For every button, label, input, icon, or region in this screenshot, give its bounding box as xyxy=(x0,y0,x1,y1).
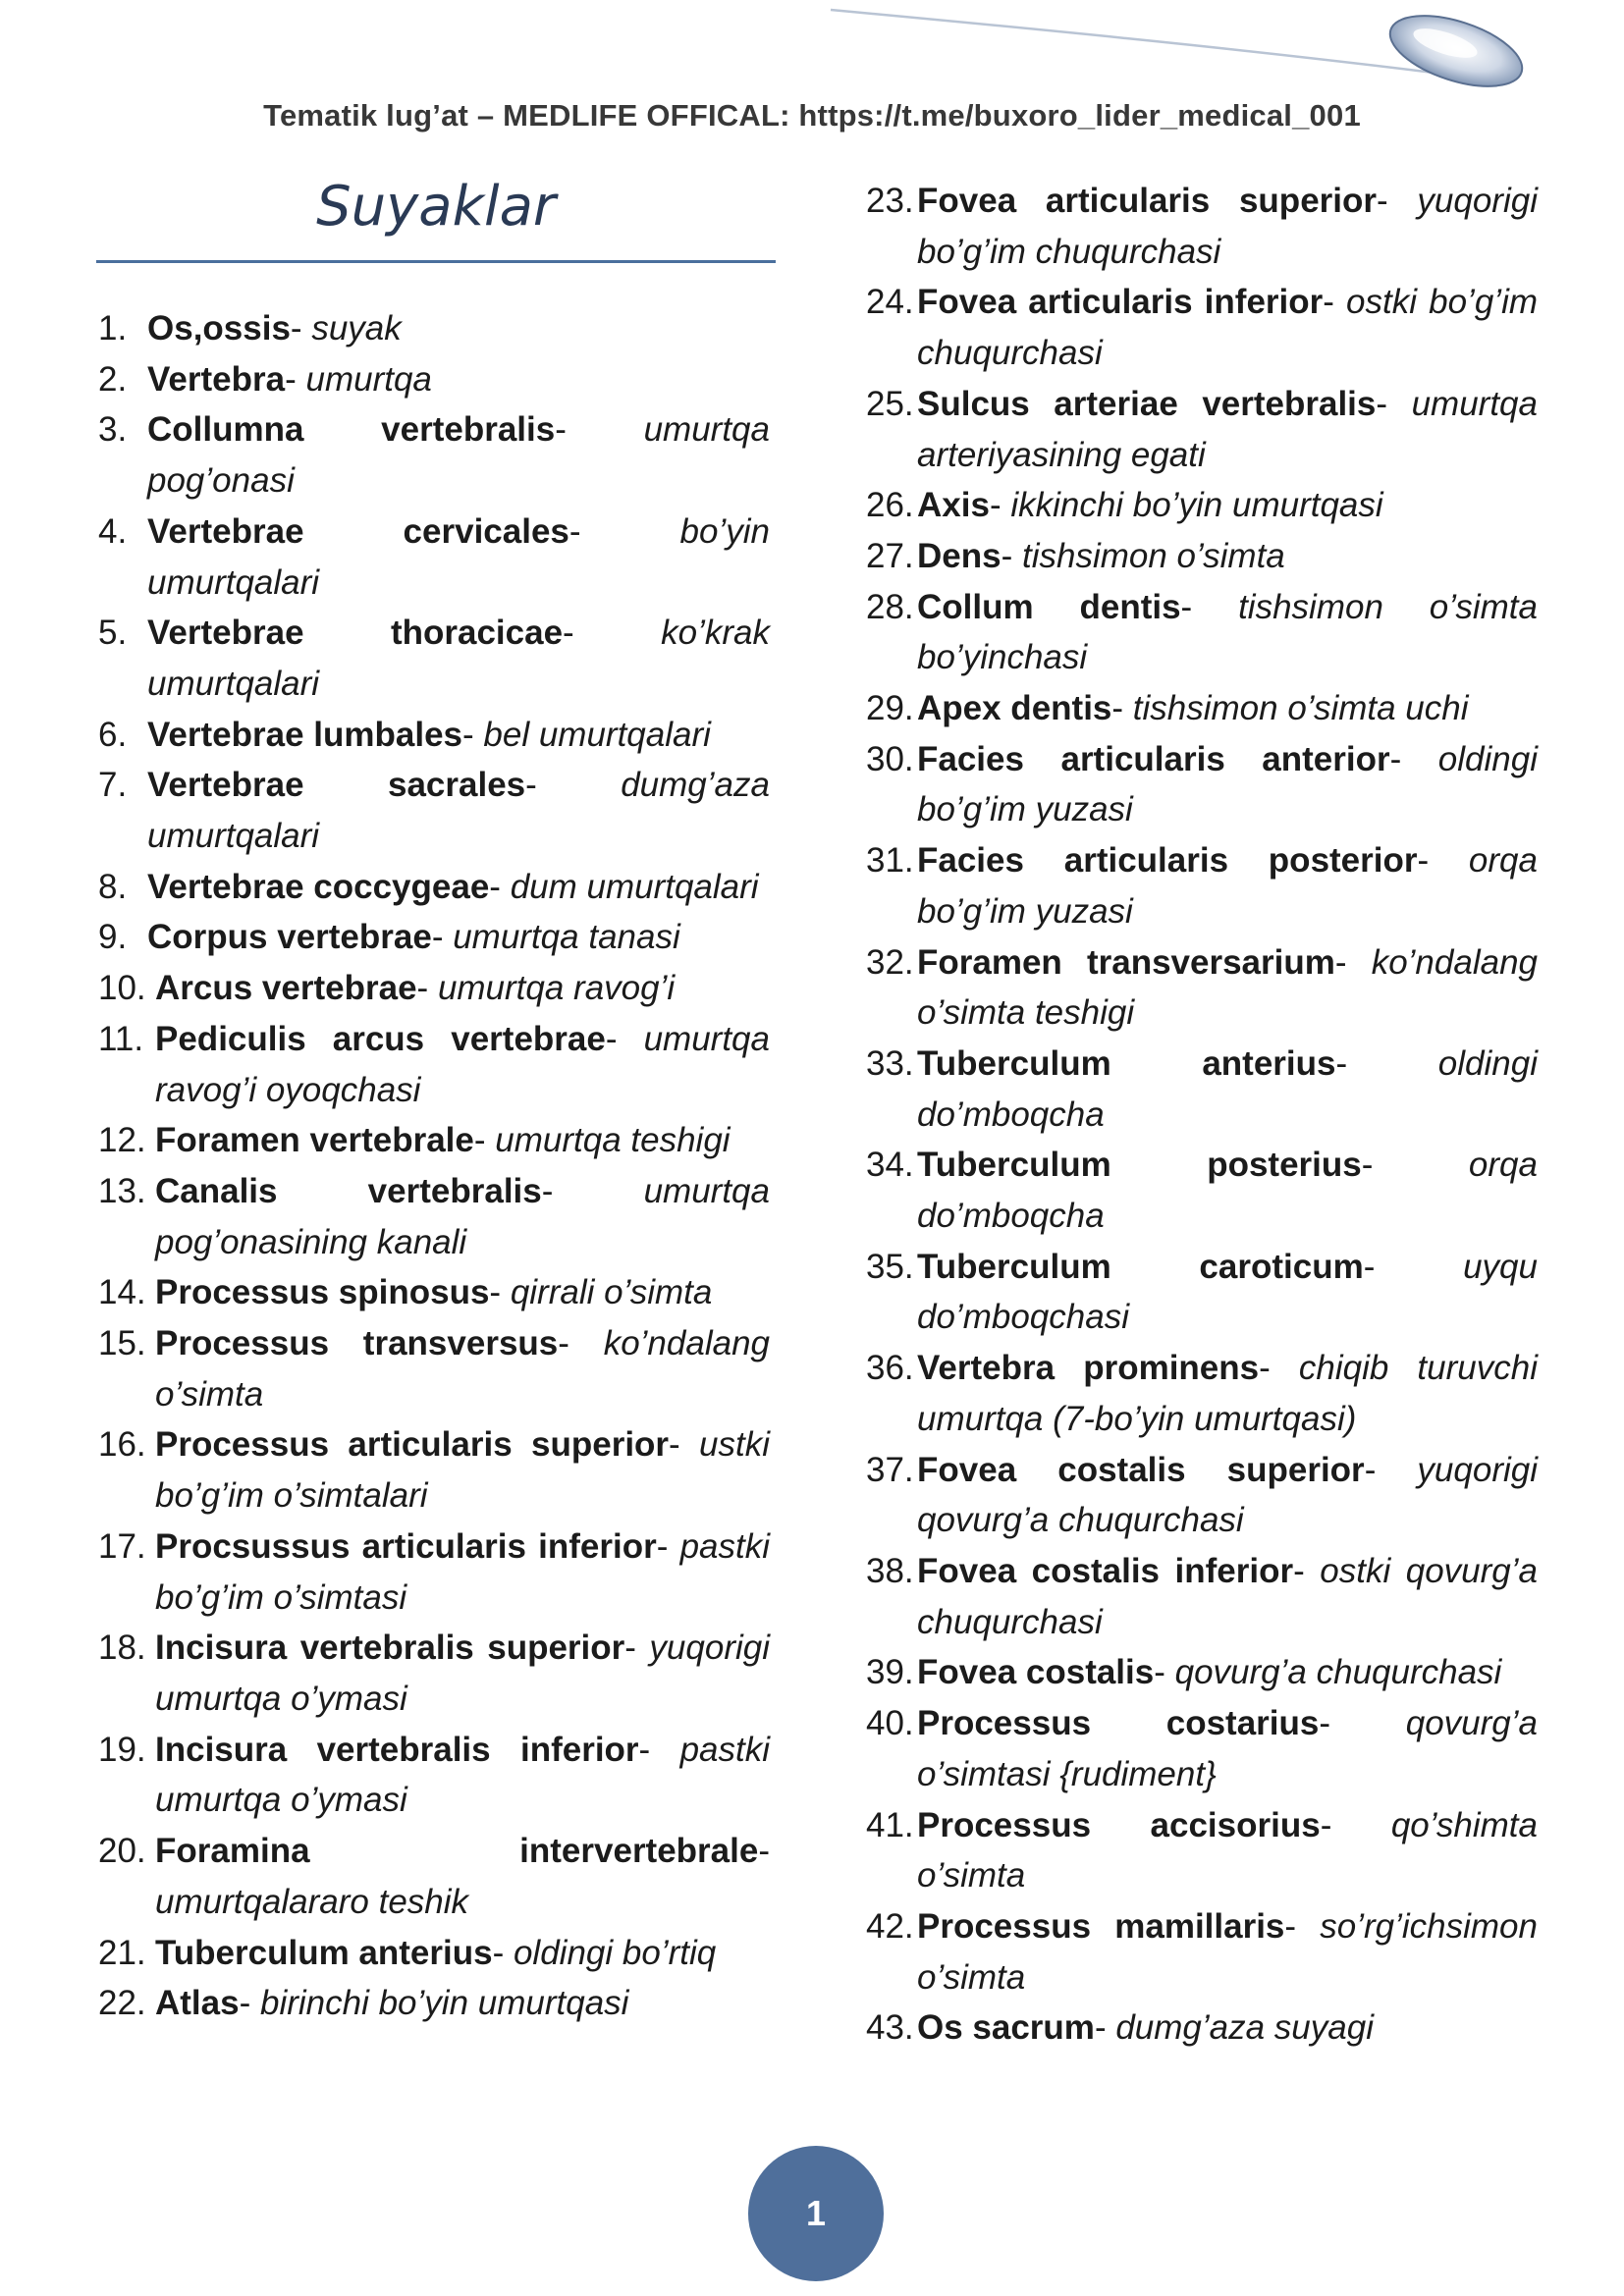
latin-term: Facies articularis anterior xyxy=(917,739,1390,778)
term-entry xyxy=(866,937,1538,1039)
latin-term: Processus articularis superior xyxy=(155,1425,670,1465)
term-separator: - xyxy=(473,1121,496,1160)
term-separator: - xyxy=(1320,1805,1391,1844)
term-entry xyxy=(98,1014,770,1115)
entry-number: 10. xyxy=(98,969,146,1008)
right-column-list xyxy=(866,176,1538,2054)
entry-number: 8. xyxy=(98,867,128,906)
latin-term: Dens xyxy=(917,536,1001,575)
latin-term: Vertebra prominens xyxy=(917,1349,1260,1388)
latin-term: Foramina intervertebrale xyxy=(155,1832,759,1871)
term-entry xyxy=(98,912,770,963)
entry-number: 16. xyxy=(98,1425,146,1465)
term-separator: - xyxy=(1259,1349,1299,1388)
entry-number: 37. xyxy=(866,1450,914,1489)
latin-term: Vertebrae lumbales xyxy=(147,715,462,754)
uzbek-translation: tishsimon o’simta xyxy=(1021,536,1285,575)
term-separator: - xyxy=(1363,1247,1464,1286)
entry-number: 27. xyxy=(866,536,914,575)
uzbek-translation: ostki bo’g’im chuqurchasi xyxy=(917,283,1539,373)
term-entry xyxy=(866,1445,1538,1546)
term-separator: - xyxy=(1111,689,1133,728)
term-separator: - xyxy=(239,1984,260,2023)
uzbek-translation: pastki bo’g’im o’simtasi xyxy=(155,1526,770,1617)
uzbek-translation: ko’krak umurtqalari xyxy=(147,614,770,703)
entry-number: 24. xyxy=(866,283,914,322)
latin-term: Fovea articularis inferior xyxy=(917,283,1324,322)
uzbek-translation: suyak xyxy=(311,309,402,347)
entry-number: 33. xyxy=(866,1043,914,1083)
latin-term: Fovea articularis superior xyxy=(917,182,1377,220)
latin-term: Processus mamillaris xyxy=(917,1906,1285,1946)
entry-number: 32. xyxy=(866,942,914,982)
term-entry xyxy=(866,1343,1538,1444)
term-entry xyxy=(98,354,770,405)
term-entry xyxy=(866,1039,1538,1140)
latin-term: Foramen transversarium xyxy=(917,942,1335,982)
latin-term: Vertebrae coccygeae xyxy=(147,867,490,906)
term-entry xyxy=(866,277,1538,378)
term-entry xyxy=(98,862,770,913)
term-entry xyxy=(866,835,1538,936)
uzbek-translation: umurtqa tanasi xyxy=(453,918,680,957)
latin-term: Sulcus arteriae vertebralis xyxy=(917,384,1377,423)
term-separator: - xyxy=(669,1425,700,1465)
header-swoosh-decoration xyxy=(805,0,1532,108)
term-entry xyxy=(98,1978,770,2029)
term-entry xyxy=(866,734,1538,835)
entry-number: 15. xyxy=(98,1324,146,1363)
entry-number: 25. xyxy=(866,384,914,423)
term-separator: - xyxy=(1323,283,1347,322)
term-entry xyxy=(98,303,770,354)
uzbek-translation: so’rg’ichsimon o’simta xyxy=(917,1906,1538,1997)
uzbek-translation: oldingi bo’g’im yuzasi xyxy=(917,739,1538,829)
term-separator: - xyxy=(605,1019,644,1058)
uzbek-translation: umurtqa pog’onasi xyxy=(147,410,770,501)
term-entry xyxy=(98,1928,770,1979)
uzbek-translation: umurtqa ravog’i oyoqchasi xyxy=(155,1019,770,1109)
term-separator: - xyxy=(555,410,644,450)
latin-term: Vertebra xyxy=(147,359,286,399)
entry-number: 12. xyxy=(98,1121,146,1160)
entry-number: 3. xyxy=(98,410,128,450)
term-entry xyxy=(98,1826,770,1927)
uzbek-translation: ikkinchi bo’yin umurtqasi xyxy=(1010,486,1383,525)
uzbek-translation: orqa bo’g’im yuzasi xyxy=(917,841,1538,931)
uzbek-translation: umurtqa ravog’i xyxy=(437,969,676,1008)
term-entry xyxy=(98,1166,770,1267)
term-entry xyxy=(866,1242,1538,1343)
page-title: Suyaklar xyxy=(316,175,556,239)
latin-term: Tuberculum posterius xyxy=(917,1146,1362,1185)
uzbek-translation: ko’ndalang o’simta teshigi xyxy=(917,942,1538,1033)
entry-number: 20. xyxy=(98,1832,146,1871)
term-entry xyxy=(866,1546,1538,1647)
uzbek-translation: umurtqa pog’onasining kanali xyxy=(155,1171,770,1261)
entry-number: 4. xyxy=(98,511,128,551)
uzbek-translation: qirrali o’simta xyxy=(510,1273,713,1312)
term-separator: - xyxy=(638,1730,680,1769)
uzbek-translation: umurtqa teshigi xyxy=(495,1121,731,1160)
uzbek-translation: bel umurtqalari xyxy=(483,715,711,754)
latin-term: Collumna vertebralis xyxy=(147,410,556,450)
entry-number: 11. xyxy=(98,1019,144,1058)
latin-term: Facies articularis posterior xyxy=(917,841,1418,881)
term-entry xyxy=(98,1318,770,1419)
latin-term: Processus transversus xyxy=(155,1324,559,1363)
latin-term: Procsussus articularis inferior xyxy=(155,1526,657,1566)
latin-term: Canalis vertebralis xyxy=(155,1171,542,1210)
latin-term: Incisura vertebralis inferior xyxy=(155,1730,639,1769)
entry-number: 7. xyxy=(98,766,128,805)
term-separator: - xyxy=(525,766,622,805)
term-separator: - xyxy=(492,1933,514,1972)
title-underline xyxy=(96,260,776,263)
term-separator: - xyxy=(563,614,662,653)
entry-number: 39. xyxy=(866,1653,914,1692)
term-entry xyxy=(866,683,1538,734)
left-column-list xyxy=(98,303,770,2029)
term-separator: - xyxy=(290,309,312,347)
entry-number: 13. xyxy=(98,1171,146,1210)
term-entry xyxy=(98,760,770,861)
latin-term: Pediculis arcus vertebrae xyxy=(155,1019,606,1058)
uzbek-translation: oldingi bo’rtiq xyxy=(513,1933,717,1972)
term-separator: - xyxy=(1364,1450,1418,1489)
term-entry xyxy=(98,608,770,709)
entry-number: 9. xyxy=(98,918,128,957)
uzbek-translation: umurtqalararo teshik xyxy=(155,1882,469,1921)
entry-number: 38. xyxy=(866,1551,914,1590)
latin-term: Incisura vertebralis superior xyxy=(155,1629,625,1668)
term-separator: - xyxy=(1335,1043,1438,1083)
latin-term: Processus costarius xyxy=(917,1704,1320,1743)
uzbek-translation: tishsimon o’simta bo’yinchasi xyxy=(917,587,1538,677)
term-separator: - xyxy=(416,969,438,1008)
term-separator: - xyxy=(1284,1906,1321,1946)
header-text: Tematik lug’at – MEDLIFE OFFICAL: https://t.me/buxoro_lider_medical_001 xyxy=(263,98,1361,133)
term-entry xyxy=(866,2002,1538,2054)
entry-number: 30. xyxy=(866,739,914,778)
uzbek-translation: oldingi do’mboqcha xyxy=(917,1043,1538,1134)
uzbek-translation: uyqu do’mboqchasi xyxy=(917,1247,1538,1337)
uzbek-translation: dum umurtqalari xyxy=(510,867,759,906)
uzbek-translation: qovurg’a chuqurchasi xyxy=(1174,1653,1502,1692)
term-entry xyxy=(866,1901,1538,2002)
term-separator: - xyxy=(1319,1704,1406,1743)
entry-number: 18. xyxy=(98,1629,146,1668)
uzbek-translation: birinchi bo’yin umurtqasi xyxy=(259,1984,629,2023)
uzbek-translation: bo’yin umurtqalari xyxy=(147,511,770,602)
entry-number: 28. xyxy=(866,587,914,626)
term-separator: - xyxy=(1334,942,1372,982)
term-separator: - xyxy=(462,715,484,754)
term-separator: - xyxy=(431,918,454,957)
uzbek-translation: umurtqa xyxy=(305,359,432,399)
entry-number: 22. xyxy=(98,1984,146,2023)
latin-term: Arcus vertebrae xyxy=(155,969,417,1008)
term-entry xyxy=(866,1698,1538,1799)
latin-term: Axis xyxy=(917,486,990,525)
term-separator: - xyxy=(489,867,511,906)
term-separator: - xyxy=(656,1526,680,1566)
term-separator: - xyxy=(1376,384,1412,423)
uzbek-translation: yuqorigi qovurg’a chuqurchasi xyxy=(917,1450,1538,1540)
latin-term: Atlas xyxy=(155,1984,240,2023)
latin-term: Tuberculum anterius xyxy=(917,1043,1336,1083)
term-entry xyxy=(98,1267,770,1318)
uzbek-translation: qo’shimta o’simta xyxy=(917,1805,1538,1896)
term-separator: - xyxy=(624,1629,650,1668)
uzbek-translation: yuqorigi bo’g’im chuqurchasi xyxy=(917,182,1538,271)
term-separator: - xyxy=(758,1832,770,1871)
term-entry xyxy=(866,480,1538,531)
latin-term: Tuberculum anterius xyxy=(155,1933,493,1972)
page-number-badge: 1 xyxy=(748,2146,884,2281)
term-entry xyxy=(98,1725,770,1826)
entry-number: 40. xyxy=(866,1704,914,1743)
term-entry xyxy=(866,1800,1538,1901)
term-entry xyxy=(98,1419,770,1521)
entry-number: 1. xyxy=(98,309,128,347)
latin-term: Corpus vertebrae xyxy=(147,918,432,957)
entry-number: 5. xyxy=(98,614,128,653)
term-entry xyxy=(98,404,770,506)
entry-number: 19. xyxy=(98,1730,146,1769)
term-separator: - xyxy=(1417,841,1469,881)
uzbek-translation: dumg’aza umurtqalari xyxy=(147,766,770,856)
entry-number: 41. xyxy=(866,1805,914,1844)
term-entry xyxy=(866,176,1538,277)
term-entry xyxy=(98,710,770,761)
entry-number: 2. xyxy=(98,359,128,399)
latin-term: Fovea costalis xyxy=(917,1653,1155,1692)
latin-term: Tuberculum caroticum xyxy=(917,1247,1364,1286)
term-separator: - xyxy=(1361,1146,1469,1185)
entry-number: 36. xyxy=(866,1349,914,1388)
term-entry xyxy=(866,1140,1538,1241)
term-separator: - xyxy=(1377,182,1418,220)
latin-term: Fovea costalis superior xyxy=(917,1450,1365,1489)
term-separator: - xyxy=(1389,739,1438,778)
term-separator: - xyxy=(1094,2008,1116,2048)
term-entry xyxy=(98,1623,770,1724)
latin-term: Vertebrae cervicales xyxy=(147,511,569,551)
term-entry xyxy=(866,1647,1538,1698)
term-separator: - xyxy=(989,486,1011,525)
latin-term: Apex dentis xyxy=(917,689,1112,728)
entry-number: 42. xyxy=(866,1906,914,1946)
term-separator: - xyxy=(541,1171,644,1210)
term-entry xyxy=(98,1115,770,1166)
latin-term: Fovea costalis inferior xyxy=(917,1551,1294,1590)
latin-term: Processus accisorius xyxy=(917,1805,1321,1844)
entry-number: 17. xyxy=(98,1526,146,1566)
entry-number: 6. xyxy=(98,715,128,754)
uzbek-translation: dumg’aza suyagi xyxy=(1115,2008,1374,2048)
term-separator: - xyxy=(568,511,680,551)
entry-number: 23. xyxy=(866,182,914,220)
entry-number: 43. xyxy=(866,2008,914,2048)
uzbek-translation: ko’ndalang o’simta xyxy=(155,1324,770,1414)
uzbek-translation: pastki umurtqa o’ymasi xyxy=(155,1730,770,1820)
term-separator: - xyxy=(1154,1653,1175,1692)
latin-term: Os,ossis xyxy=(147,309,291,347)
entry-number: 21. xyxy=(98,1933,146,1972)
entry-number: 34. xyxy=(866,1146,914,1185)
term-separator: - xyxy=(558,1324,604,1363)
term-entry xyxy=(98,1522,770,1623)
entry-number: 31. xyxy=(866,841,914,881)
uzbek-translation: chiqib turuvchi umurtqa (7-bo’yin umurtqasi) xyxy=(917,1349,1538,1438)
entry-number: 14. xyxy=(98,1273,146,1312)
term-separator: - xyxy=(1001,536,1022,575)
term-separator: - xyxy=(1180,587,1239,626)
term-separator: - xyxy=(489,1273,511,1312)
latin-term: Collum dentis xyxy=(917,587,1181,626)
term-entry xyxy=(98,963,770,1014)
uzbek-translation: tishsimon o’simta uchi xyxy=(1132,689,1469,728)
entry-number: 26. xyxy=(866,486,914,525)
latin-term: Processus spinosus xyxy=(155,1273,490,1312)
uzbek-translation: qovurg’a o’simtasi {rudiment} xyxy=(917,1704,1538,1793)
term-separator: - xyxy=(285,359,306,399)
uzbek-translation: ostki qovurg’a chuqurchasi xyxy=(917,1551,1538,1641)
uzbek-translation: orqa do’mboqcha xyxy=(917,1146,1538,1236)
term-separator: - xyxy=(1293,1551,1321,1590)
term-entry xyxy=(866,379,1538,480)
term-entry xyxy=(866,531,1538,582)
entry-number: 35. xyxy=(866,1247,914,1286)
latin-term: Vertebrae thoracicae xyxy=(147,614,564,653)
term-entry xyxy=(98,507,770,608)
entry-number: 29. xyxy=(866,689,914,728)
uzbek-translation: yuqorigi umurtqa o’ymasi xyxy=(155,1629,770,1718)
uzbek-translation: ustki bo’g’im o’simtalari xyxy=(155,1425,770,1516)
latin-term: Os sacrum xyxy=(917,2008,1095,2048)
term-entry xyxy=(866,582,1538,683)
latin-term: Foramen vertebrale xyxy=(155,1121,474,1160)
latin-term: Vertebrae sacrales xyxy=(147,766,526,805)
uzbek-translation: umurtqa arteriyasining egati xyxy=(917,384,1538,474)
